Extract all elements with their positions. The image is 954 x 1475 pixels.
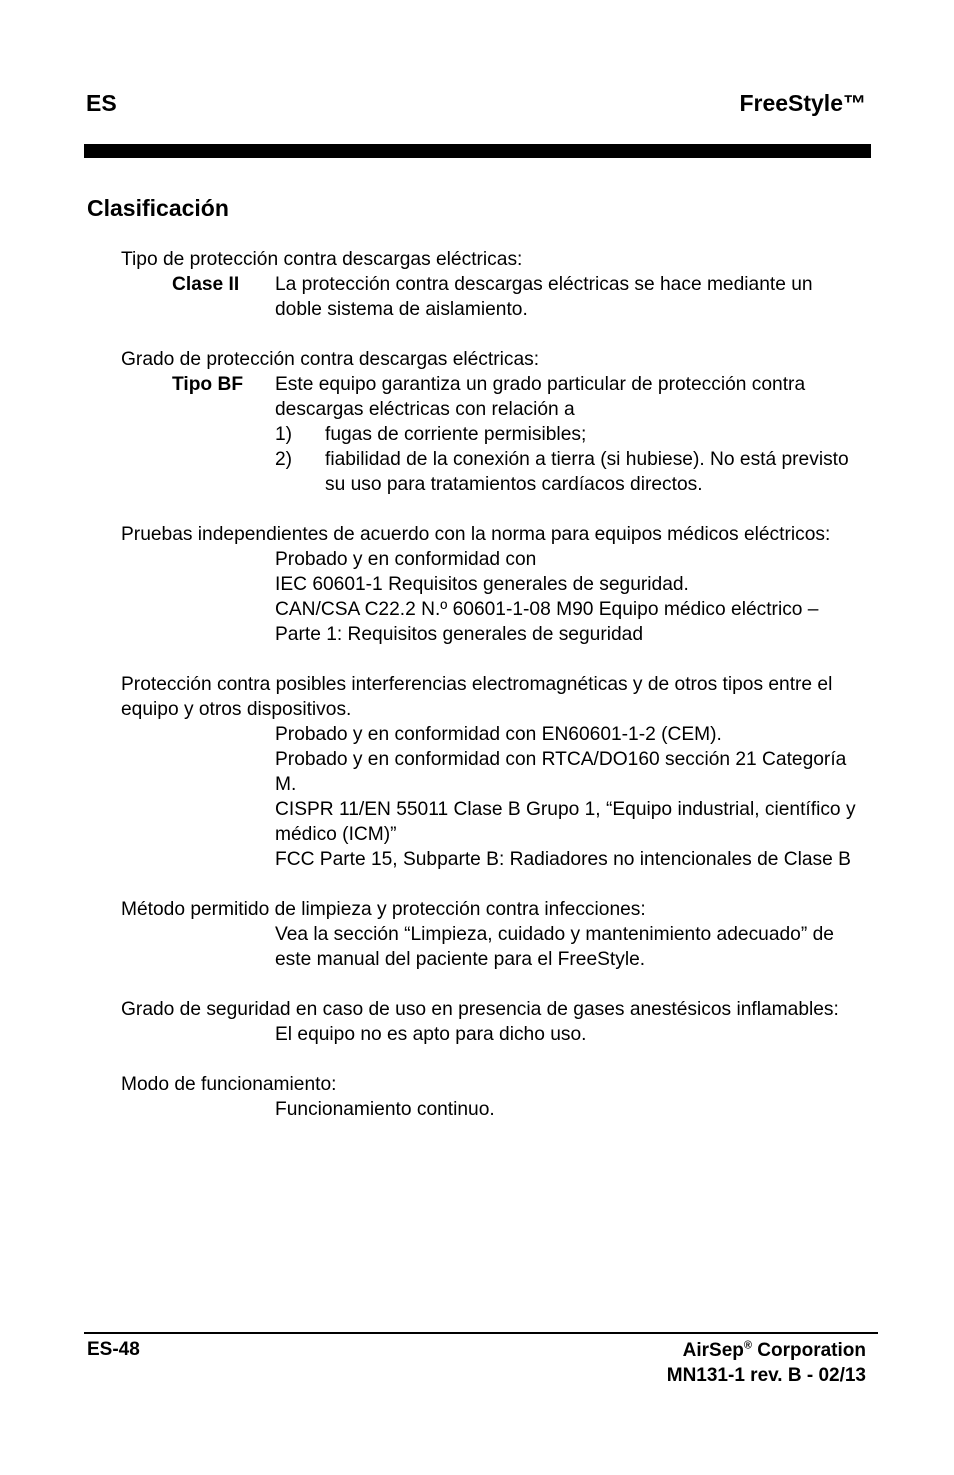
detail-line: El equipo no es apto para dicho uso. <box>275 1024 587 1045</box>
block-intro: Modo de funcionamiento: <box>121 1074 337 1095</box>
document-reference: MN131-1 rev. B - 02/13 <box>666 1365 866 1386</box>
header-divider <box>84 144 871 158</box>
block-anesthetic-safety <box>121 997 856 1047</box>
section-title: Clasificación <box>87 195 229 221</box>
detail-line: CAN/CSA C22.2 N.º 60601-1-08 M90 Equipo médico eléctrico – Parte 1: Requisitos generales de seguridad <box>275 599 819 645</box>
block-detail-lines <box>275 922 856 972</box>
block-detail-lines <box>275 1097 856 1122</box>
footer-company-info <box>667 1338 866 1388</box>
detail-line: Probado y en conformidad con RTCA/DO160 sección 21 Categoría M. <box>275 749 847 795</box>
page-number: ES-48 <box>87 1339 140 1360</box>
detail-line: Probado y en conformidad con EN60601-1-2 (CEM). <box>275 724 722 745</box>
company-line <box>667 1338 866 1363</box>
block-detail-lines <box>275 547 856 647</box>
block-intro: Tipo de protección contra descargas eléctricas: <box>121 249 523 270</box>
list-item <box>275 422 856 447</box>
company-suffix: Corporation <box>752 1340 866 1361</box>
classification-content <box>121 247 856 1122</box>
block-emc-protection <box>121 672 856 872</box>
type-label: Tipo BF <box>172 374 244 395</box>
block-detail-lines <box>275 1022 856 1047</box>
list-item-number: 1) <box>275 424 293 445</box>
registered-mark: ® <box>743 1339 752 1352</box>
detail-line: IEC 60601-1 Requisitos generales de seguridad. <box>275 574 689 595</box>
detail-line: Funcionamiento continuo. <box>275 1099 495 1120</box>
block-detail <box>121 272 856 322</box>
block-detail <box>121 372 856 422</box>
detail-line: CISPR 11/EN 55011 Clase B Grupo 1, “Equipo industrial, científico y médico (ICM)” <box>275 799 856 845</box>
block-detail-lines <box>275 722 856 872</box>
list-item <box>275 447 856 497</box>
type-description: Este equipo garantiza un grado particular de protección contra descargas eléctricas con relación a <box>275 374 806 420</box>
block-intro: Pruebas independientes de acuerdo con la norma para equipos médicos eléctricos: <box>121 524 831 545</box>
detail-line: FCC Parte 15, Subparte B: Radiadores no intencionales de Clase B <box>275 849 851 870</box>
block-intro: Grado de seguridad en caso de uso en presencia de gases anestésicos inflamables: <box>121 999 839 1020</box>
block-intro: Método permitido de limpieza y protección contra infecciones: <box>121 899 646 920</box>
block-intro: Protección contra posibles interferencias electromagnéticas y de otros tipos entre el equipo y otros dispositivos. <box>121 674 833 720</box>
block-electric-shock-degree <box>121 347 856 497</box>
block-intro: Grado de protección contra descargas eléctricas: <box>121 349 540 370</box>
company-name: AirSep <box>682 1340 744 1361</box>
header-product-name: FreeStyle™ <box>739 90 866 116</box>
class-description: La protección contra descargas eléctricas se hace mediante un doble sistema de aislamiento. <box>275 274 813 320</box>
list-item-text: fiabilidad de la conexión a tierra (si hubiese). No está previsto su uso para tratamientos cardíacos directos. <box>325 449 849 495</box>
list-item-number: 2) <box>275 449 293 470</box>
detail-line: Vea la sección “Limpieza, cuidado y mantenimiento adecuado” de este manual del paciente para el FreeStyle. <box>275 924 834 970</box>
block-independent-testing <box>121 522 856 647</box>
class-label: Clase II <box>172 274 240 295</box>
list-item-text: fugas de corriente permisibles; <box>325 424 587 445</box>
numbered-list <box>275 422 856 497</box>
block-cleaning-method <box>121 897 856 972</box>
detail-line: Probado y en conformidad con <box>275 549 537 570</box>
block-operation-mode <box>121 1072 856 1122</box>
block-electric-shock-type <box>121 247 856 322</box>
footer-divider <box>84 1332 878 1334</box>
header-language-code: ES <box>86 90 117 116</box>
